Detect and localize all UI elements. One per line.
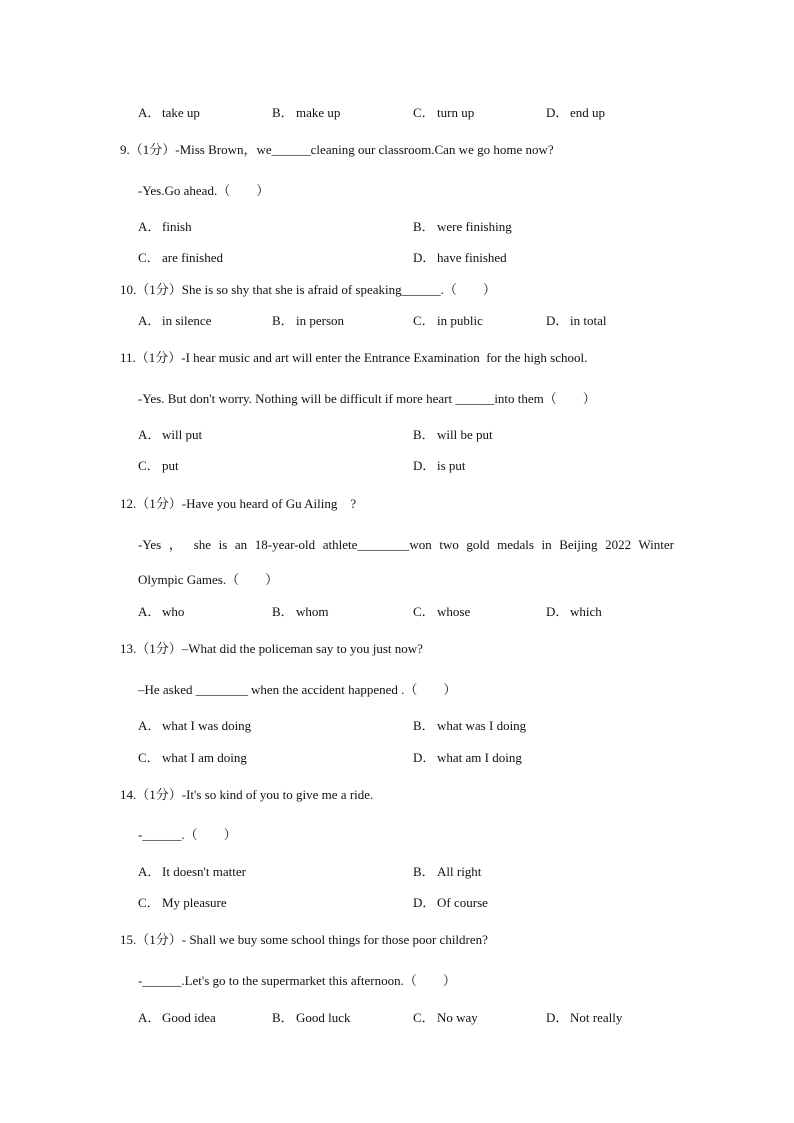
q10-option-c: C． in public [413, 313, 483, 328]
q14-option-d: D． Of course [413, 895, 488, 910]
q11-option-d: D． is put [413, 458, 466, 473]
q9-option-b: B． were finishing [413, 219, 512, 234]
q15-option-c: C． No way [413, 1010, 478, 1025]
q8-option-b: B． make up [272, 105, 341, 120]
q8-option-a: A． take up [138, 105, 200, 120]
q13-option-b: B． what was I doing [413, 718, 527, 733]
q8-option-c: C． turn up [413, 105, 475, 120]
q13-option-a: A． what I was doing [138, 718, 252, 733]
q11-option-b: B． will be put [413, 427, 493, 442]
q15-stem: 15.（1分）- Shall we buy some school things for those poor children? [120, 932, 488, 947]
q10-option-d: D． in total [546, 313, 607, 328]
q13-option-c: C． what I am doing [138, 750, 247, 765]
q11-line2: -Yes. But don't worry. Nothing will be difficult if more heart ______into them（ ） [138, 391, 596, 406]
q15-option-d: D． Not really [546, 1010, 623, 1025]
q12-option-c: C． whose [413, 604, 471, 619]
q8-option-d: D． end up [546, 105, 606, 120]
q11-option-c: C． put [138, 458, 179, 473]
q11-option-a: A． will put [138, 427, 203, 442]
q12-line3: Olympic Games.（ ） [138, 572, 279, 587]
q9-option-c: C． are finished [138, 250, 224, 265]
q15-option-a: A． Good idea [138, 1010, 216, 1025]
q14-option-a: A． It doesn't matter [138, 864, 246, 879]
q14-option-c: C． My pleasure [138, 895, 227, 910]
q10-option-b: B． in person [272, 313, 345, 328]
q13-line2: –He asked ________ when the accident happened .（ ） [138, 682, 457, 697]
q10-option-a: A． in silence [138, 313, 212, 328]
q13-stem: 13.（1分）–What did the policeman say to you just now? [120, 641, 423, 656]
q15-option-b: B． Good luck [272, 1010, 351, 1025]
q15-line2: -______.Let's go to the supermarket this afternoon.（ ） [138, 973, 456, 988]
q13-option-d: D． what am I doing [413, 750, 522, 765]
q14-line2: -______.（ ） [138, 827, 237, 842]
q14-stem: 14.（1分）-It's so kind of you to give me a ride. [120, 787, 374, 802]
q12-stem: 12.（1分）-Have you heard of Gu Ailing ? [120, 496, 357, 511]
q14-option-b: B． All right [413, 864, 482, 879]
q12-line2: -Yes ， she is an 18-year-old athlete________won two gold medals in Beijing 2022 Winter [138, 537, 674, 552]
q10-stem: 10.（1分）She is so shy that she is afraid of speaking______.（ ） [120, 282, 496, 297]
q9-option-d: D． have finished [413, 250, 507, 265]
q12-option-b: B． whom [272, 604, 329, 619]
q12-option-a: A． who [138, 604, 185, 619]
q9-option-a: A． finish [138, 219, 192, 234]
q9-stem: 9.（1分）-Miss Brown，we______cleaning our classroom.Can we go home now? [120, 142, 554, 157]
q9-line2: -Yes.Go ahead.（ ） [138, 183, 270, 198]
q11-stem: 11.（1分）-I hear music and art will enter the Entrance Examination for the high school. [120, 350, 588, 365]
q12-option-d: D． which [546, 604, 602, 619]
